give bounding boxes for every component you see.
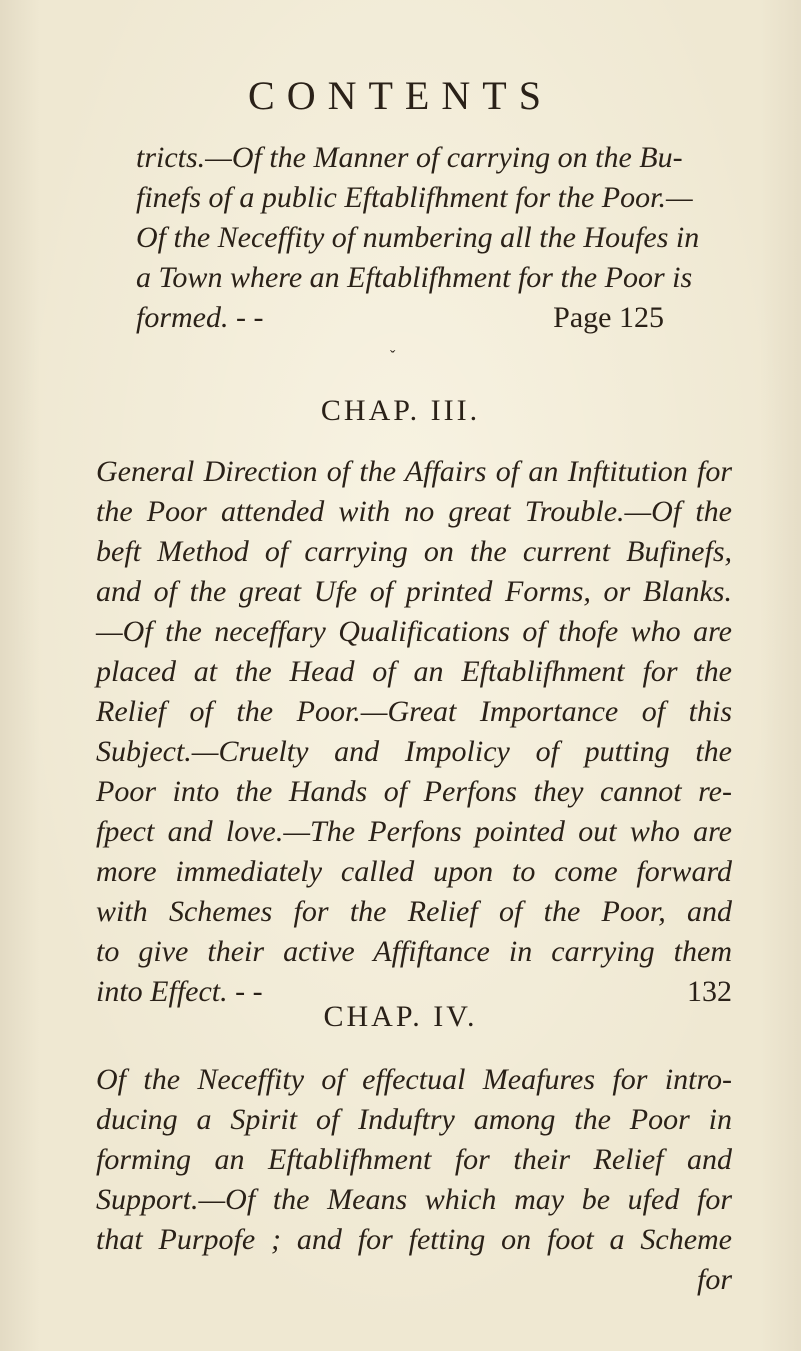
- text-line: placed at the Head of an Eftablifhment for the: [96, 655, 732, 688]
- text-line: fpect and love.—The Perfons pointed out who are: [96, 815, 732, 848]
- text-line: Poor into the Hands of Perfons they cannot re-: [96, 775, 732, 808]
- text-line: —Of the neceffary Qualifications of thofe who are: [96, 615, 732, 648]
- catchword: for: [696, 1263, 732, 1296]
- text-line: tricts.—Of the Manner of carrying on the Bu-: [136, 141, 683, 174]
- contents-entry-chapter-iv: [96, 1060, 732, 1300]
- text-line-last: [136, 298, 664, 338]
- text-line: and of the great Ufe of printed Forms, or Blanks.: [96, 575, 732, 608]
- page-header-title: CONTENTS: [248, 73, 553, 118]
- text-line: Support.—Of the Means which may be ufed for: [96, 1183, 732, 1216]
- text-line: the Poor attended with no great Trouble.—Of the: [96, 495, 732, 528]
- contents-entry-chapter-iii: [96, 452, 732, 1012]
- text-line: forming an Eftablifhment for their Relief and: [96, 1143, 732, 1176]
- text-line: Of the Neceffity of numbering all the Houfes in: [136, 221, 700, 254]
- page-reference: 132: [687, 975, 732, 1008]
- text-line: beft Method of carrying on the current Bufinefs,: [96, 535, 732, 568]
- text-line: Relief of the Poor.—Great Importance of this: [96, 695, 732, 728]
- text-line: Of the Neceffity of effectual Meafures for intro-: [96, 1063, 732, 1096]
- text-line: Subject.—Cruelty and Impolicy of putting the: [96, 735, 732, 768]
- text-line: to give their active Affiftance in carrying them: [96, 935, 732, 968]
- chapter-heading-iv: CHAP. IV.: [323, 1000, 478, 1033]
- text-line: finefs of a public Eftablifhment for the Poor.—: [136, 181, 693, 214]
- text-line: a Town where an Eftablifhment for the Poor is: [136, 261, 693, 294]
- text-line: more immediately called upon to come forward: [96, 855, 732, 888]
- chapter-heading-iii: CHAP. III.: [320, 394, 481, 427]
- text-line: with Schemes for the Relief of the Poor, and: [96, 895, 732, 928]
- text-line: ducing a Spirit of Induftry among the Poor in: [96, 1103, 732, 1136]
- text-line: General Direction of the Affairs of an Inftitution for: [96, 455, 732, 488]
- catchword-line: [96, 1260, 732, 1300]
- printer-mark: ˇ: [390, 348, 396, 365]
- contents-entry-continued: [136, 138, 700, 338]
- page-reference: Page 125: [553, 301, 664, 334]
- text-line: that Purpofe ; and for fetting on foot a Scheme: [96, 1223, 732, 1256]
- last-line-text: into Effect. - -: [96, 975, 263, 1008]
- last-line-text: formed. - -: [136, 301, 264, 334]
